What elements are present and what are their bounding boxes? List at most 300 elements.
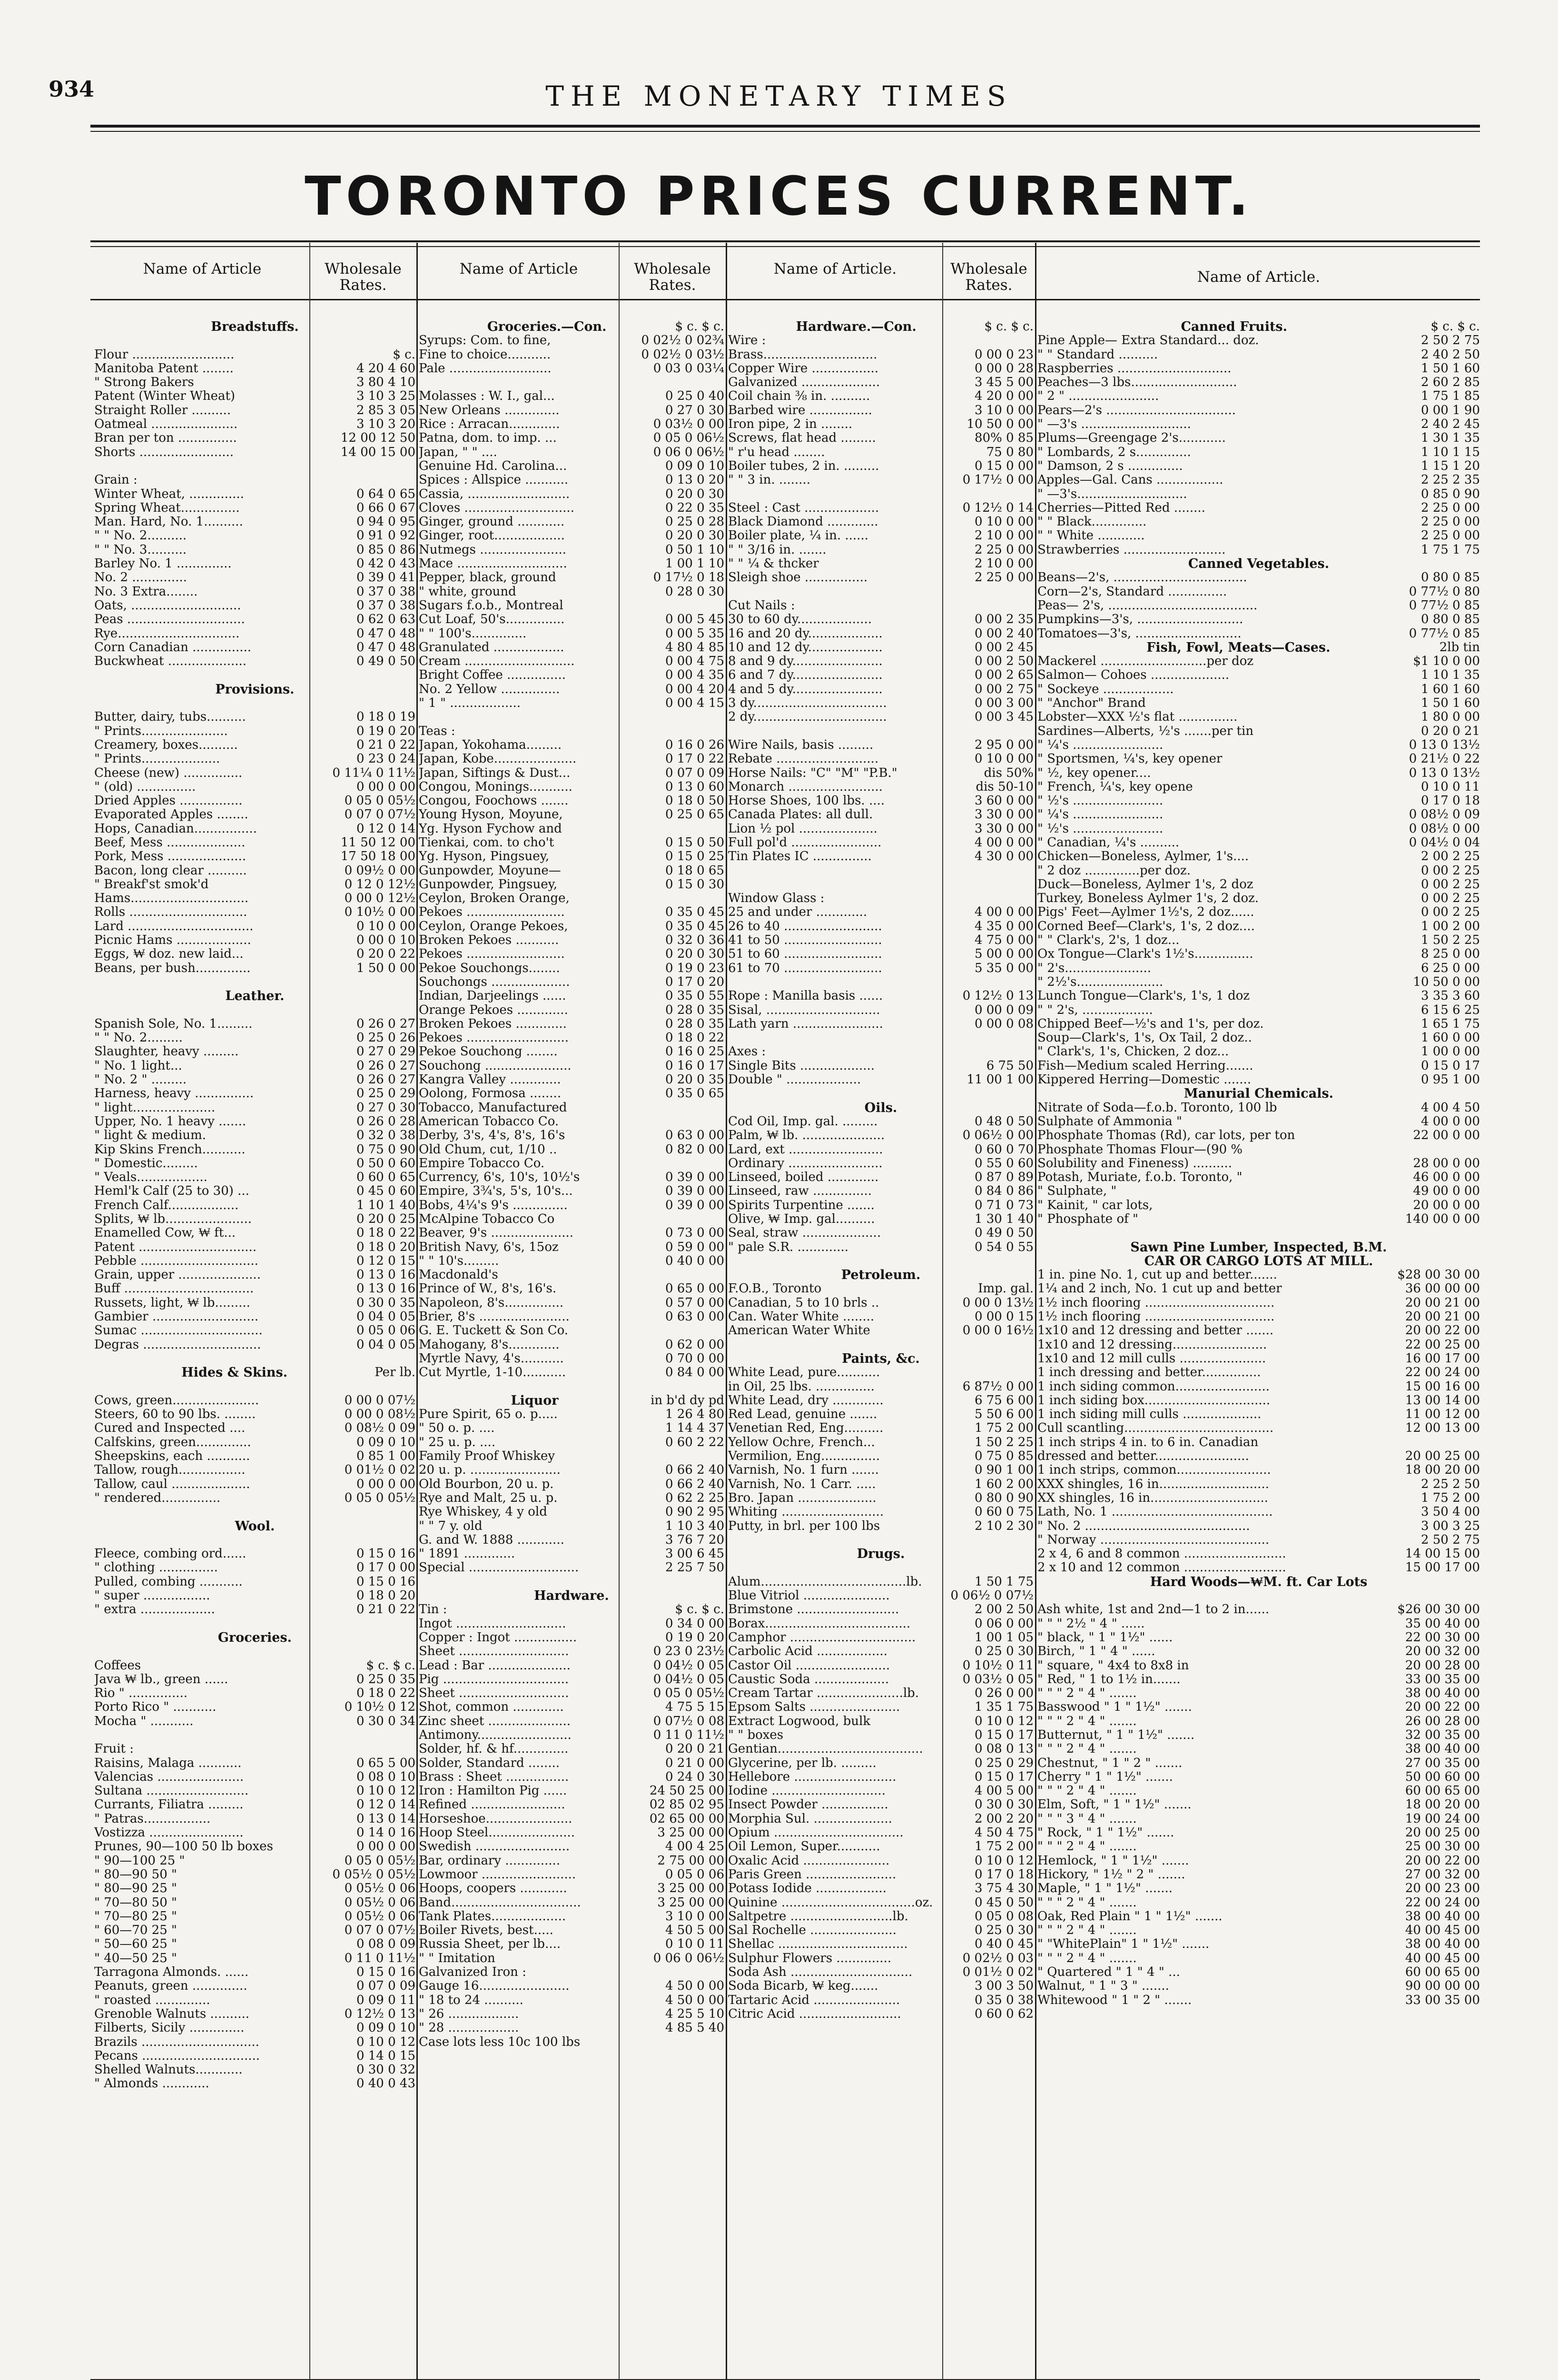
- price-row: [728, 599, 1034, 613]
- price-row: [419, 1659, 724, 1673]
- wholesale-rate: 0 08½ 0 09: [1409, 807, 1480, 822]
- price-row: [94, 2007, 415, 2021]
- wholesale-rate: 0 60 2 22: [665, 1435, 724, 1449]
- price-row: [1037, 822, 1480, 836]
- wholesale-rate: $ c. $ c.: [675, 1602, 724, 1617]
- article-name: Turkey, Boneless Aylmer 1's, 2 doz.: [1037, 892, 1259, 906]
- price-row: [1037, 1882, 1480, 1895]
- wholesale-rate: 22 00 0 00: [1413, 1128, 1480, 1143]
- price-row: [419, 1952, 724, 1965]
- wholesale-rate: 0 25 0 28: [665, 515, 724, 529]
- wholesale-rate: 0 75 0 90: [356, 1142, 415, 1157]
- price-row: [94, 752, 415, 766]
- wholesale-rate: 2 00 2 50: [974, 1602, 1034, 1617]
- article-name: Beaver, 9's .....................: [419, 1226, 574, 1240]
- price-row: [1037, 459, 1480, 473]
- article-name: " Prints....................: [94, 752, 220, 766]
- price-row: [1037, 1017, 1480, 1031]
- wholesale-rate: 6 75 6 00: [974, 1393, 1034, 1408]
- wholesale-rate: 0 23 0 23½: [653, 1644, 724, 1659]
- table-head-rule: [90, 299, 1480, 300]
- col4-name-header: Name of Article.: [1197, 268, 1321, 286]
- price-row: [728, 515, 1034, 529]
- price-row: [728, 947, 1034, 961]
- price-row: [728, 627, 1034, 641]
- wholesale-rate: 10 50 0 00: [1413, 974, 1480, 989]
- price-row: [94, 1756, 415, 1770]
- wholesale-rate: 0 27 0 30: [356, 1100, 415, 1115]
- wholesale-rate: 4 85 5 40: [665, 2021, 724, 2035]
- wholesale-rate: 0 05 0 05½: [653, 1686, 724, 1701]
- price-row: [94, 724, 415, 738]
- price-row: [1037, 389, 1480, 403]
- price-row: [1037, 1408, 1480, 1421]
- price-row: [728, 1157, 1034, 1170]
- article-name: Fish—Medium scaled Herring.......: [1037, 1059, 1253, 1073]
- price-row: [94, 850, 415, 863]
- price-row: [419, 487, 724, 501]
- wholesale-rate: 0 19 0 23: [665, 961, 724, 975]
- article-name: Lath yarn .......................: [728, 1017, 883, 1031]
- price-row: [419, 334, 724, 347]
- article-name: Mahogany, 8's.............: [419, 1338, 560, 1352]
- article-name: Rye...............................: [94, 626, 240, 641]
- price-row: [94, 947, 415, 961]
- article-name: Pekoe Souchong ........: [419, 1045, 558, 1059]
- article-name: Patna, dom. to imp. ...: [419, 431, 557, 446]
- price-row: [94, 1170, 415, 1184]
- wholesale-rate: 5 00 0 00: [974, 947, 1034, 962]
- article-name: " " No. 2..........: [94, 529, 187, 543]
- wholesale-rate: $28 00 30 00: [1397, 1268, 1480, 1282]
- price-row: [94, 1742, 415, 1756]
- section-heading: [94, 989, 415, 1003]
- price-row: [94, 459, 415, 473]
- price-row: [728, 1659, 1034, 1673]
- price-row: [419, 1533, 724, 1547]
- article-name: Sulphur Flowers ..............: [728, 1951, 892, 1965]
- article-name: Pumpkins—3's, ...........................: [1037, 613, 1243, 627]
- price-row: [94, 1394, 415, 1408]
- article-name: Screws, flat head .........: [728, 431, 876, 446]
- article-name: Pears—2's .................................: [1037, 403, 1236, 417]
- article-name: Sawn Pine Lumber, Inspected, B.M.: [1130, 1240, 1387, 1254]
- wholesale-rate: 0 00 2 50: [974, 654, 1034, 669]
- article-name: " 2½'s......................: [1037, 975, 1164, 989]
- wholesale-rate: 32 00 35 00: [1405, 1727, 1480, 1742]
- article-name: 16 and 20 dy...................: [728, 626, 883, 641]
- wholesale-rate: 0 12 0 14: [356, 821, 415, 836]
- price-row: [1037, 362, 1480, 376]
- article-name: Boiler tubes, 2 in. .........: [728, 459, 879, 473]
- article-name: No. 2 Yellow ...............: [419, 682, 560, 696]
- article-name: [94, 334, 415, 347]
- article-name: Young Hyson, Moyune,: [419, 808, 563, 822]
- wholesale-rate: 0 05½ 0 05½: [332, 1867, 415, 1882]
- article-name: Pecans ..............................: [94, 2049, 260, 2063]
- article-name: Hardware.—Con.: [796, 320, 917, 334]
- price-row: [728, 1338, 1034, 1352]
- article-name: Shorts ........................: [94, 445, 234, 459]
- article-name: 1x10 and 12 dressing and better .......: [1037, 1324, 1274, 1338]
- article-name: Potash, Muriate, f.o.b. Toronto, ": [1037, 1170, 1242, 1185]
- price-column-1: [94, 320, 415, 2091]
- wholesale-rate: $ c. $ c.: [675, 320, 724, 334]
- price-row: [419, 1212, 724, 1226]
- price-row: [419, 864, 724, 878]
- price-row: [728, 1784, 1034, 1798]
- wholesale-rate: 0 80 0 85: [1420, 570, 1480, 585]
- wholesale-rate: 2 40 2 50: [1420, 347, 1480, 362]
- price-row: [728, 404, 1034, 417]
- price-column-3: [728, 320, 1034, 2021]
- price-row: [728, 334, 1034, 347]
- wholesale-rate: 22 00 24 00: [1405, 1365, 1480, 1380]
- wholesale-rate: 0 40 0 43: [356, 2076, 415, 2091]
- article-name: Gunpowder, Pingsuey,: [419, 877, 558, 892]
- wholesale-rate: 0 39 0 00: [665, 1198, 724, 1212]
- price-row: [419, 878, 724, 892]
- price-row: [419, 1352, 724, 1366]
- wholesale-rate: 2 40 2 45: [1420, 417, 1480, 432]
- wholesale-rate: 20 00 21 00: [1405, 1309, 1480, 1324]
- wholesale-rate: 0 00 3 45: [974, 710, 1034, 724]
- wholesale-rate: 3 75 4 30: [974, 1881, 1034, 1896]
- article-name: Rebate ..........................: [728, 752, 879, 766]
- article-name: Citric Acid ..........................: [728, 2007, 901, 2021]
- wholesale-rate: 0 47 0 48: [356, 626, 415, 641]
- article-name: Vermilion, Eng...............: [728, 1449, 880, 1464]
- article-name: Lard ................................: [94, 919, 254, 933]
- article-name: Japan, Kobe.....................: [419, 752, 577, 766]
- price-row: [419, 362, 724, 376]
- price-row: [728, 864, 1034, 878]
- wholesale-rate: 0 04 0 05: [356, 1337, 415, 1352]
- article-name: Eggs, ₩ doz. new laid...: [94, 947, 244, 962]
- price-row: [1037, 431, 1480, 445]
- wholesale-rate: 0 30 0 32: [356, 2063, 415, 2077]
- price-row: [1037, 1910, 1480, 1924]
- wholesale-rate: 0 84 0 86: [974, 1184, 1034, 1199]
- price-row: [728, 1812, 1034, 1826]
- wholesale-rate: 3 00 3 50: [974, 1979, 1034, 1993]
- article-name: Shellac .................................: [728, 1937, 908, 1952]
- wholesale-rate: 0 28 0 35: [665, 1002, 724, 1017]
- price-row: [419, 989, 724, 1003]
- wholesale-rate: 0 32 0 38: [356, 1128, 415, 1143]
- price-row: [419, 1170, 724, 1184]
- article-name: CAR OR CARGO LOTS AT MILL.: [1144, 1254, 1373, 1269]
- price-row: [419, 1868, 724, 1882]
- col3-rates-header: Wholesale Rates.: [950, 260, 1027, 294]
- wholesale-rate: 0 18 0 22: [356, 1686, 415, 1701]
- article-name: Special ............................: [419, 1561, 579, 1575]
- article-name: Harness, heavy ...............: [94, 1087, 254, 1101]
- article-name: Chipped Beef—½'s and 1's, per doz.: [1037, 1017, 1264, 1031]
- article-name: Genuine Hd. Carolina...: [419, 459, 567, 473]
- article-name: Kippered Herring—Domestic .......: [1037, 1073, 1252, 1087]
- price-row: [1037, 1770, 1480, 1784]
- article-name: Pekoes ..........................: [419, 1031, 569, 1045]
- wholesale-rate: 0 09 0 10: [356, 1435, 415, 1449]
- article-name: " " 7 y. old: [419, 1519, 483, 1533]
- article-name: 2 x 4, 6 and 8 common ..........................: [1037, 1547, 1286, 1561]
- article-name: Butternut, " 1 " 1½" .......: [1037, 1728, 1195, 1742]
- wholesale-rate: 0 28 0 30: [665, 584, 724, 599]
- article-name: Ginger, ground ............: [419, 515, 565, 529]
- price-row: [728, 1199, 1034, 1212]
- wholesale-rate: 46 00 0 00: [1413, 1170, 1480, 1185]
- article-name: " 2 doz ..............per doz.: [1037, 863, 1191, 878]
- price-row: [94, 1952, 415, 1965]
- price-row: [728, 1868, 1034, 1882]
- price-row: [94, 1728, 415, 1742]
- wholesale-rate: 1 30 1 40: [974, 1212, 1034, 1226]
- wholesale-rate: 02 85 02 95: [649, 1797, 724, 1812]
- article-name: Ordinary ........................: [728, 1156, 883, 1170]
- wholesale-rate: 0 08 0 13: [974, 1742, 1034, 1756]
- article-name: Boiler plate, ¼ in. ......: [728, 529, 868, 543]
- article-name: Pine Apple— Extra Standard... doz.: [1037, 334, 1259, 348]
- wholesale-rate: 0 35 0 55: [665, 989, 724, 1003]
- wholesale-rate: 2 25 2 35: [1420, 473, 1480, 487]
- price-row: [728, 1491, 1034, 1505]
- wholesale-rate: 0 90 2 95: [665, 1505, 724, 1519]
- wholesale-rate: 0 08 0 09: [356, 1937, 415, 1952]
- section-heading: [728, 320, 1034, 334]
- article-name: Cut Myrtle, 1-10...........: [419, 1366, 566, 1380]
- price-row: [94, 571, 415, 585]
- price-row: [94, 417, 415, 431]
- article-name: " 1891 .............: [419, 1547, 515, 1561]
- article-name: 1x10 and 12 dressing........................: [1037, 1338, 1267, 1352]
- price-row: [728, 1965, 1034, 1979]
- article-name: 1 inch siding mill culls ....................: [1037, 1408, 1262, 1422]
- price-row: [728, 473, 1034, 487]
- article-name: " white, ground: [419, 585, 516, 599]
- article-name: Mace ............................: [419, 557, 567, 571]
- wholesale-rate: 0 15 0 30: [665, 877, 724, 892]
- price-row: [728, 613, 1034, 626]
- article-name: " " " 3 " 4 " .......: [1037, 1812, 1137, 1826]
- price-row: [1037, 1993, 1480, 2007]
- article-name: Cut Nails :: [728, 598, 795, 613]
- price-row: [1037, 571, 1480, 585]
- wholesale-rate: 140 00 0 00: [1405, 1212, 1480, 1226]
- article-name: Straight Roller ..........: [94, 403, 231, 417]
- wholesale-rate: 0 20 0 30: [665, 947, 724, 962]
- article-name: " —3's............................: [1037, 487, 1187, 501]
- article-name: Sugars f.o.b., Montreal: [419, 598, 563, 613]
- article-name: Fine to choice...........: [419, 347, 551, 362]
- wholesale-rate: 0 25 0 30: [974, 1923, 1034, 1938]
- wholesale-rate: 27 00 32 00: [1405, 1867, 1480, 1882]
- wholesale-rate: 0 60 0 62: [974, 2006, 1034, 2021]
- price-row: [94, 766, 415, 780]
- price-row: [419, 1854, 724, 1868]
- wholesale-rate: 0 18 0 50: [665, 793, 724, 808]
- price-row: [419, 1254, 724, 1268]
- price-row: [419, 794, 724, 808]
- article-name: Ginger, root..................: [419, 529, 565, 543]
- wholesale-rate: 0 03 0 03¼: [653, 361, 724, 376]
- article-name: Caustic Soda ...................: [728, 1672, 889, 1686]
- price-row: [728, 1631, 1034, 1645]
- article-name: Pebble ..............................: [94, 1254, 258, 1268]
- price-row: [419, 417, 724, 431]
- wholesale-rate: 0 00 0 15: [974, 1309, 1034, 1324]
- price-row: [1037, 1045, 1480, 1059]
- article-name: Window Glass :: [728, 892, 825, 906]
- article-name: " light & medium.: [94, 1129, 207, 1143]
- wholesale-rate: dis 50%: [984, 765, 1034, 780]
- price-row: [419, 1324, 724, 1338]
- price-row: [1037, 808, 1480, 822]
- article-name: [94, 1617, 415, 1631]
- wholesale-rate: 15 00 16 00: [1405, 1379, 1480, 1394]
- article-name: Lobster—XXX ½'s flat ...............: [1037, 710, 1238, 724]
- article-name: Swedish ........................: [419, 1840, 570, 1854]
- price-row: [1037, 1463, 1480, 1477]
- wholesale-rate: 0 17 0 18: [974, 1867, 1034, 1882]
- article-name: Canada Plates: all dull.: [728, 808, 873, 822]
- article-name: Varnish, No. 1 furn .......: [728, 1463, 879, 1478]
- wholesale-rate: 6 87½ 0 00: [962, 1379, 1034, 1394]
- article-name: Galvanized Iron :: [419, 1965, 526, 1980]
- price-row: [728, 1993, 1034, 2007]
- price-row: [1037, 850, 1480, 863]
- price-row: [728, 585, 1034, 599]
- price-row: [419, 627, 724, 641]
- article-name: Paints, &c.: [842, 1351, 920, 1366]
- wholesale-rate: 3 00 3 25: [1420, 1518, 1480, 1533]
- price-row: [1037, 1268, 1480, 1282]
- price-row: [419, 1673, 724, 1686]
- wholesale-rate: 0 04 0 05: [356, 1309, 415, 1324]
- wholesale-rate: 0 05 0 06: [665, 1867, 724, 1882]
- article-name: Lead : Bar .....................: [419, 1658, 571, 1673]
- article-name: [728, 1254, 1034, 1268]
- article-name: Peas ..............................: [94, 613, 245, 627]
- article-name: " Lombards, 2 s..............: [1037, 445, 1191, 459]
- price-row: [728, 641, 1034, 654]
- price-row: [1037, 905, 1480, 919]
- wholesale-rate: 6 25 0 00: [1420, 961, 1480, 975]
- article-name: Cheese (new) ...............: [94, 766, 243, 780]
- price-column-4: [1037, 320, 1480, 2007]
- wholesale-rate: 1 00 1 10: [665, 556, 724, 571]
- wholesale-rate: 0 37 0 38: [356, 584, 415, 599]
- article-name: Gauge 16.......................: [419, 1979, 570, 1993]
- wholesale-rate: 0 18 0 20: [356, 1588, 415, 1603]
- wholesale-rate: 0 00 4 15: [665, 696, 724, 711]
- article-name: " Domestic.........: [94, 1156, 198, 1170]
- section-heading: [94, 320, 415, 334]
- article-name: Salmon— Cohoes ....................: [1037, 668, 1230, 683]
- wholesale-rate: 0 07 0 09: [665, 765, 724, 780]
- price-row: [94, 1143, 415, 1157]
- wholesale-rate: Per lb.: [375, 1365, 415, 1380]
- article-name: Gambier ...........................: [94, 1310, 259, 1324]
- price-row: [419, 1240, 724, 1254]
- wholesale-rate: 0 26 0 27: [356, 1058, 415, 1073]
- price-row: [419, 1742, 724, 1756]
- wholesale-rate: 1 60 2 00: [974, 1477, 1034, 1491]
- wholesale-rate: 0 21 0 22: [356, 1602, 415, 1617]
- article-name: 20 u. p. .......................: [419, 1463, 561, 1478]
- article-name: 1 in. pine No. 1, cut up and better.......: [1037, 1268, 1277, 1282]
- wholesale-rate: 0 00 2 25: [1420, 891, 1480, 906]
- wholesale-rate: 0 35 0 38: [974, 1993, 1034, 2007]
- article-name: Breadstuffs.: [211, 320, 299, 334]
- price-row: [419, 376, 724, 389]
- article-name: " Almonds ............: [94, 2077, 209, 2091]
- price-row: [728, 1742, 1034, 1756]
- article-name: Lard, ext ........................: [728, 1142, 883, 1157]
- price-row: [1037, 1143, 1480, 1157]
- price-row: [1037, 515, 1480, 529]
- article-name: " " boxes: [728, 1728, 784, 1742]
- article-name: Cloves ............................: [419, 501, 574, 515]
- article-name: " " " 2 " 4 " .......: [1037, 1742, 1137, 1756]
- price-row: [728, 822, 1034, 836]
- price-row: [728, 1087, 1034, 1101]
- price-row: [94, 1059, 415, 1073]
- article-name: " " " 2 " 4 " .......: [1037, 1895, 1137, 1910]
- article-name: Lion ½ pol ....................: [728, 822, 878, 836]
- price-row: [419, 1882, 724, 1895]
- wholesale-rate: 0 09 0 10: [665, 458, 724, 473]
- article-name: Alum.....................................lb.: [728, 1575, 922, 1589]
- article-name: " " ¼ & thcker: [728, 557, 819, 571]
- price-row: [419, 1115, 724, 1129]
- article-name: " square, " 4x4 to 8x8 in: [1037, 1658, 1189, 1673]
- wholesale-rate: 0 05½ 0 06: [344, 1909, 415, 1924]
- article-name: " 60—70 25 ": [94, 1924, 177, 1938]
- price-row: [1037, 1924, 1480, 1937]
- wholesale-rate: 0 26 0 27: [356, 1072, 415, 1087]
- article-name: [94, 975, 415, 989]
- price-row: [419, 710, 724, 724]
- article-name: " r'u head ........: [728, 445, 825, 459]
- wholesale-rate: 0 84 0 00: [665, 1365, 724, 1380]
- price-row: [419, 1408, 724, 1421]
- article-name: Refined ........................: [419, 1798, 565, 1812]
- wholesale-rate: 0 07 0 07½: [344, 1923, 415, 1938]
- wholesale-rate: 4 00 5 00: [974, 1784, 1034, 1798]
- article-name: Cream Tartar ......................lb.: [728, 1686, 919, 1701]
- price-row: [1037, 1561, 1480, 1575]
- article-name: " 80—90 50 ": [94, 1867, 177, 1882]
- wholesale-rate: 0 15 0 17: [974, 1727, 1034, 1742]
- price-row: [419, 696, 724, 710]
- article-name: Pekoes .........................: [419, 947, 565, 962]
- article-name: 10 and 12 dy...................: [728, 640, 883, 654]
- wholesale-rate: 0 02½ 0 03: [962, 1951, 1034, 1965]
- article-name: " 25 u. p. ....: [419, 1435, 496, 1449]
- price-row: [1037, 1324, 1480, 1338]
- price-row: [728, 1798, 1034, 1812]
- article-name: Pepper, black, ground: [419, 571, 556, 585]
- wholesale-rate: 4 50 4 75: [974, 1825, 1034, 1840]
- wholesale-rate: 28 00 0 00: [1413, 1156, 1480, 1170]
- article-name: Corn Canadian ...............: [94, 640, 252, 654]
- article-name: Steel : Cast ...................: [728, 501, 879, 515]
- table-top-rule-thin: [90, 246, 1480, 247]
- wholesale-rate: 0 13 0 20: [665, 473, 724, 487]
- price-row: [94, 2021, 415, 2035]
- wholesale-rate: 35 00 40 00: [1405, 1616, 1480, 1631]
